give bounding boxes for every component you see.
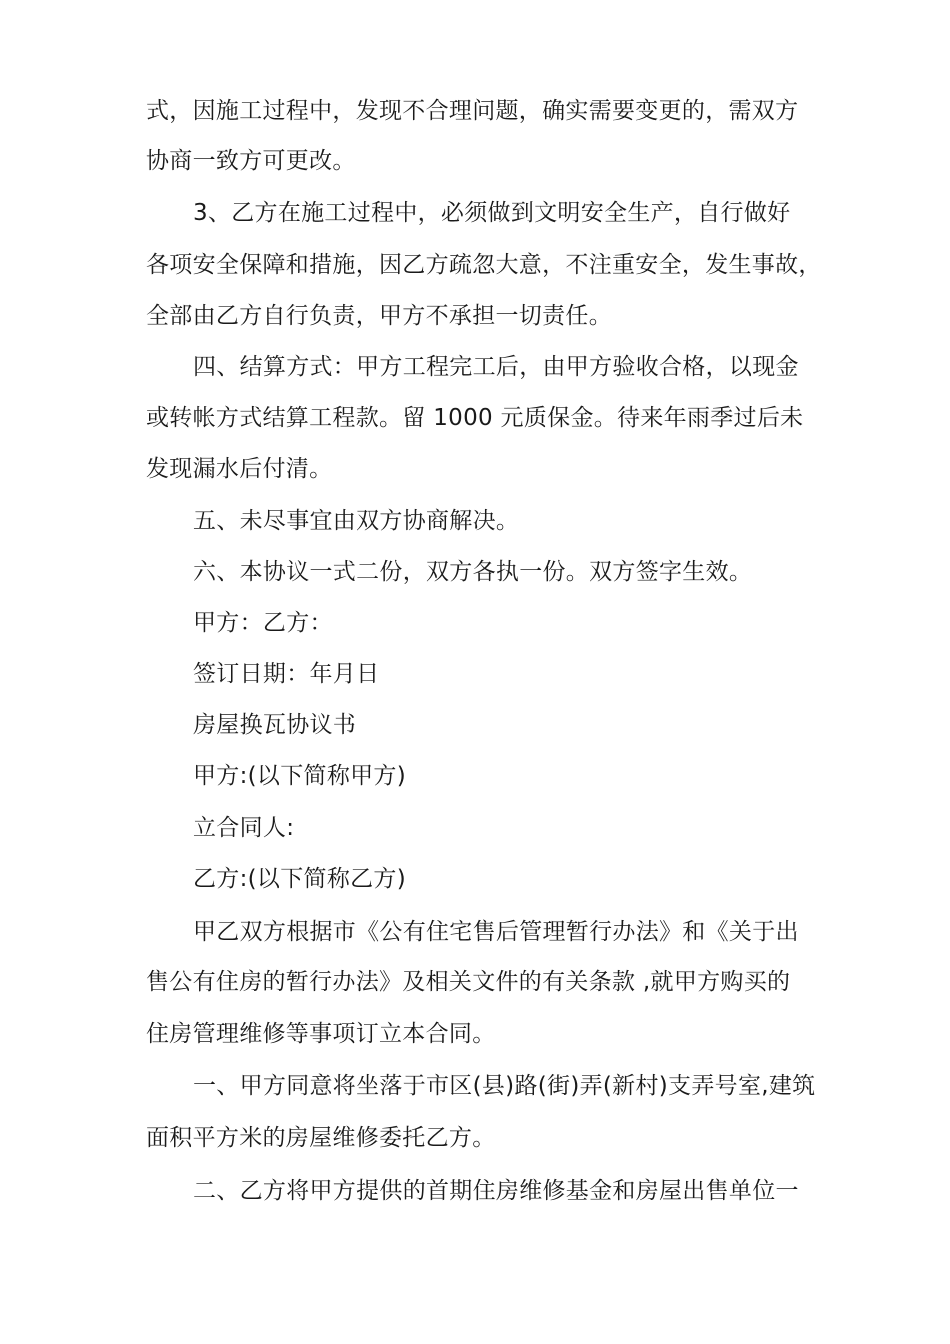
text-line: 各项安全保障和措施，因乙方疏忽大意，不注重安全，发生事故， bbox=[146, 252, 822, 278]
text-line: 协商一致方可更改。 bbox=[146, 148, 356, 174]
text-line: 四、结算方式：甲方工程完工后，由甲方验收合格，以现金 bbox=[193, 354, 799, 380]
text-line: 售公有住房的暂行办法》及相关文件的有关条款 ,就甲方购买的 bbox=[146, 969, 791, 995]
text-line: 甲方:(以下简称甲方) bbox=[193, 763, 406, 789]
text-line: 发现漏水后付清。 bbox=[146, 456, 333, 482]
text-line: 乙方:(以下简称乙方) bbox=[193, 866, 406, 892]
text-line: 签订日期：年月日 bbox=[193, 661, 380, 687]
text-line: 房屋换瓦协议书 bbox=[193, 712, 357, 738]
text-line: 六、本协议一式二份，双方各执一份。双方签字生效。 bbox=[193, 559, 753, 585]
text-line: 3、乙方在施工过程中，必须做到文明安全生产，自行做好 bbox=[193, 200, 791, 226]
text-line: 面积平方米的房屋维修委托乙方。 bbox=[146, 1125, 496, 1151]
text-line: 或转帐方式结算工程款。留 1000 元质保金。待来年雨季过后未 bbox=[146, 405, 804, 431]
text-line: 一、甲方同意将坐落于市区(县)路(街)弄(新村)支弄号室,建筑 bbox=[193, 1073, 816, 1099]
text-line: 五、未尽事宜由双方协商解决。 bbox=[193, 508, 520, 534]
text-line: 全部由乙方自行负责，甲方不承担一切责任。 bbox=[146, 303, 612, 329]
text-line: 甲方：乙方： bbox=[193, 610, 333, 636]
text-line: 式，因施工过程中，发现不合理问题，确实需要变更的，需双方 bbox=[146, 98, 799, 124]
text-line: 甲乙双方根据市《公有住宅售后管理暂行办法》和《关于出 bbox=[193, 919, 799, 945]
text-line: 住房管理维修等事项订立本合同。 bbox=[146, 1021, 496, 1047]
text-line: 立合同人: bbox=[193, 815, 295, 841]
text-line: 二、乙方将甲方提供的首期住房维修基金和房屋出售单位一 bbox=[193, 1178, 799, 1204]
